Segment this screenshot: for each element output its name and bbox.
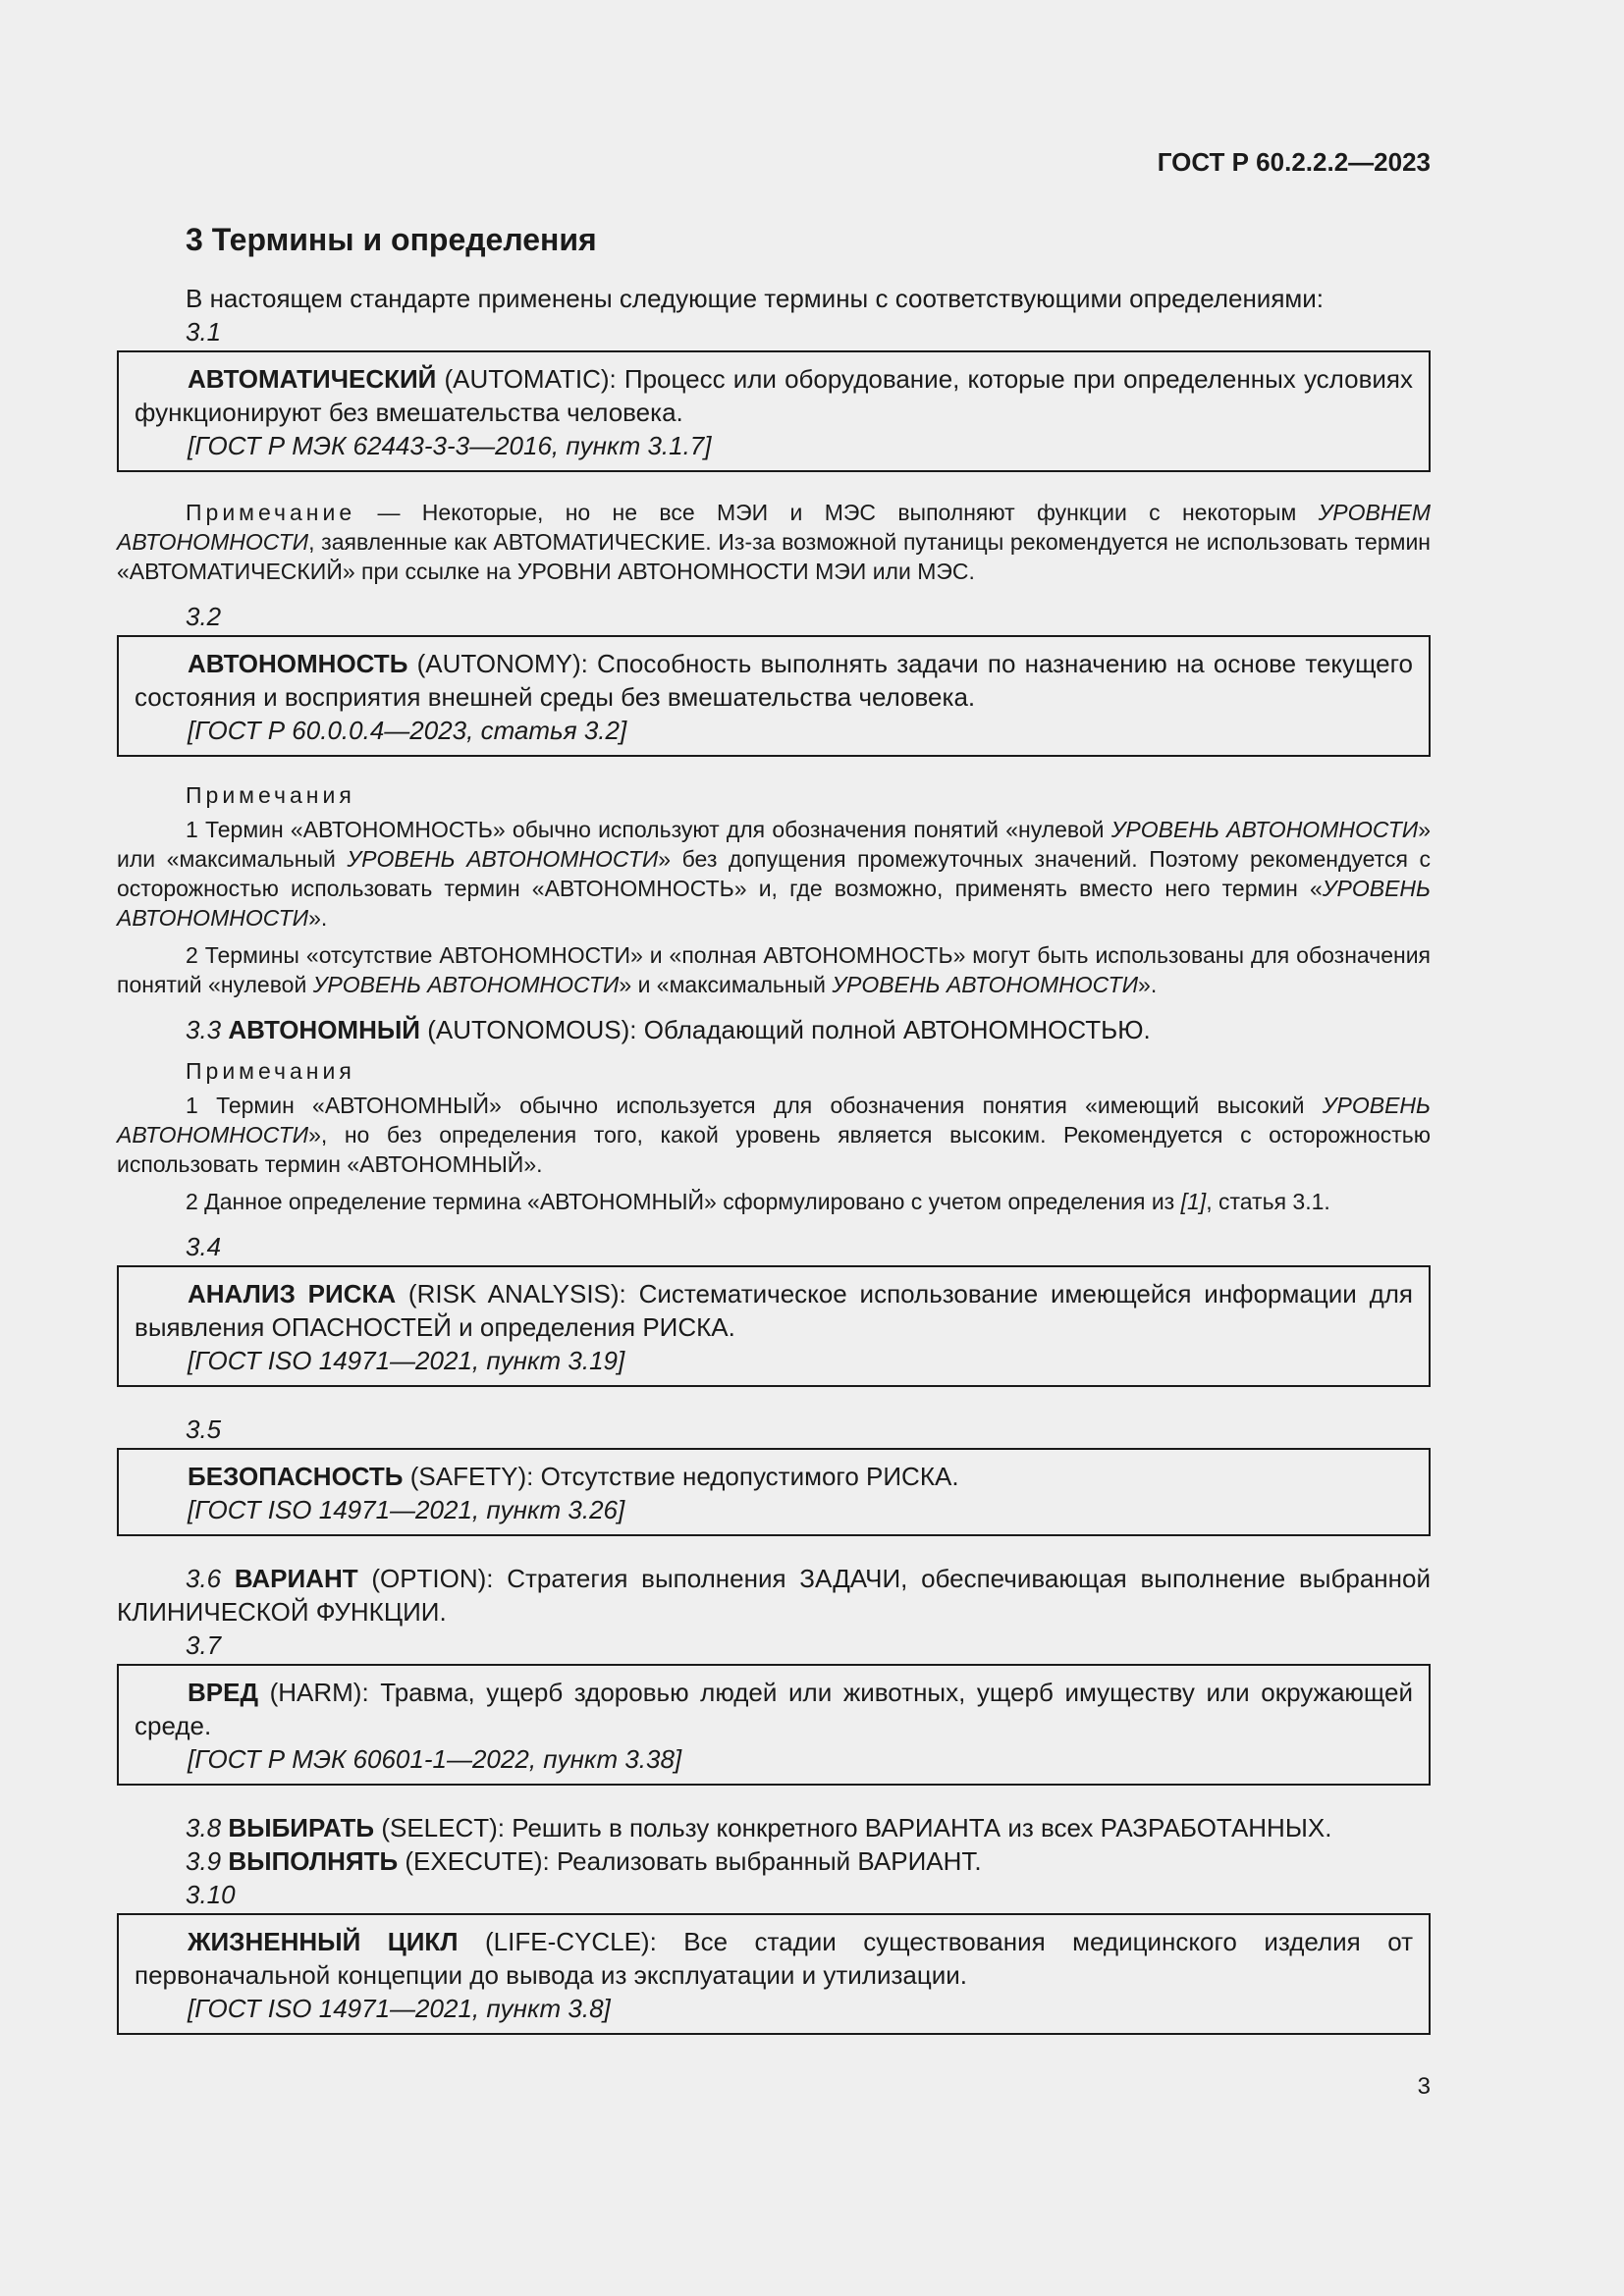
definition: (LIFE-CYCLE): Все стадии существования медицинского изделия от первоначальной концепции до вывода из эксплуатации и утилизации.	[135, 1927, 1413, 1990]
term: БЕЗОПАСНОСТЬ	[188, 1462, 404, 1491]
notes-title: Примечания	[186, 782, 355, 808]
definition-box	[117, 1265, 1431, 1387]
entry-number: 3.2	[186, 602, 222, 631]
content	[117, 222, 1431, 2035]
entry-number: 3.5	[186, 1415, 222, 1444]
term: АВТОНОМНОСТЬ	[188, 649, 408, 678]
source-ref: [ГОСТ ISO 14971—2021, пункт 3.26]	[188, 1495, 625, 1524]
note: 1 Термин «АВТОНОМНОСТЬ» обычно используют для обозначения понятий «нулевой УРОВЕНЬ АВТОНОМНОСТИ» или «максимальный УРОВЕНЬ АВТОНОМНОСТИ» без допущения промежуточных значений. Поэтому рекомендуется с осторожностью использовать термин «АВТОНОМНОСТЬ» и, где возможно, применять вместо него термин «УРОВЕНЬ АВТОНОМНОСТИ».	[117, 817, 1432, 931]
entry-inline: 3.6 ВАРИАНТ (OPTION): Стратегия выполнения ЗАДАЧИ, обеспечивающая выполнение выбранной КЛИНИЧЕСКОЙ ФУНКЦИИ.	[117, 1564, 1431, 1627]
entry-number: 3.1	[186, 317, 222, 347]
entry-number: 3.10	[186, 1880, 236, 1909]
doc-header-code: ГОСТ Р 60.2.2.2—2023	[1157, 147, 1431, 177]
definition: (AUTOMATIC): Процесс или оборудование, которые при определенных условиях функционируют без вмешательства человека.	[135, 364, 1413, 427]
page-number: 3	[1417, 2073, 1431, 2100]
source-ref: [ГОСТ Р 60.0.0.4—2023, статья 3.2]	[188, 716, 627, 745]
definition-box	[117, 350, 1431, 472]
entry-inline: 3.9 ВЫПОЛНЯТЬ (EXECUTE): Реализовать выбранный ВАРИАНТ.	[186, 1846, 982, 1876]
section-title: 3 Термины и определения	[186, 222, 597, 257]
definition-box	[117, 1664, 1431, 1786]
definition: (RISK ANALYSIS): Систематическое использование имеющейся информации для выявления ОПАСНОСТЕЙ и определения РИСКА.	[135, 1279, 1413, 1342]
definition-box	[117, 1448, 1431, 1536]
note: 1 Термин «АВТОНОМНЫЙ» обычно используется для обозначения понятия «имеющий высокий УРОВЕНЬ АВТОНОМНОСТИ», но без определения того, какой уровень является высоким. Рекомендуется с осторожностью использовать термин «АВТОНОМНЫЙ».	[117, 1093, 1431, 1177]
entry-inline: 3.8 ВЫБИРАТЬ (SELECT): Решить в пользу конкретного ВАРИАНТА из всех РАЗРАБОТАННЫХ.	[186, 1813, 1332, 1842]
definition-box	[117, 1913, 1431, 2035]
definition: (HARM): Травма, ущерб здоровью людей или животных, ущерб имуществу или окружающей среде.	[135, 1678, 1413, 1740]
entry-number: 3.4	[186, 1232, 222, 1261]
definition: (SAFETY): Отсутствие недопустимого РИСКА.	[403, 1462, 959, 1491]
intro-text: В настоящем стандарте применены следующие термины с соответствующими определениями:	[186, 284, 1325, 313]
notes-title: Примечания	[186, 1058, 355, 1084]
source-ref: [ГОСТ Р МЭК 60601-1—2022, пункт 3.38]	[188, 1744, 682, 1774]
entry-number: 3.7	[186, 1630, 222, 1660]
source-ref: [ГОСТ ISO 14971—2021, пункт 3.19]	[188, 1346, 625, 1375]
source-ref: [ГОСТ Р МЭК 62443-3-3—2016, пункт 3.1.7]	[188, 431, 712, 460]
definition: (AUTONOMY): Способность выполнять задачи по назначению на основе текущего состояния и восприятия внешней среды без вмешательства человека.	[135, 649, 1413, 712]
term: АНАЛИЗ РИСКА	[188, 1279, 397, 1308]
source-ref: [ГОСТ ISO 14971—2021, пункт 3.8]	[188, 1994, 611, 2023]
term: ВРЕД	[188, 1678, 258, 1707]
note: 2 Термины «отсутствие АВТОНОМНОСТИ» и «полная АВТОНОМНОСТЬ» могут быть использованы для обозначения понятий «нулевой УРОВЕНЬ АВТОНОМНОСТИ» и «максимальный УРОВЕНЬ АВТОНОМНОСТИ».	[117, 942, 1431, 997]
entry-inline: 3.3 АВТОНОМНЫЙ (AUTONOMOUS): Обладающий полной АВТОНОМНОСТЬЮ.	[186, 1015, 1151, 1044]
term: ЖИЗНЕННЫЙ ЦИКЛ	[188, 1927, 459, 1956]
definition-box	[117, 635, 1431, 757]
note: Примечание — Некоторые, но не все МЭИ и МЭС выполняют функции с некоторым УРОВНЕМ АВТОНОМНОСТИ, заявленные как АВТОМАТИЧЕСКИЕ. Из-за возможной путаницы рекомендуется не использовать термин «АВТОМАТИЧЕСКИЙ» при ссылке на УРОВНИ АВТОНОМНОСТИ МЭИ или МЭС.	[117, 500, 1431, 584]
term: АВТОМАТИЧЕСКИЙ	[188, 364, 437, 394]
note: 2 Данное определение термина «АВТОНОМНЫЙ» сформулировано с учетом определения из [1], статья 3.1.	[186, 1189, 1330, 1214]
